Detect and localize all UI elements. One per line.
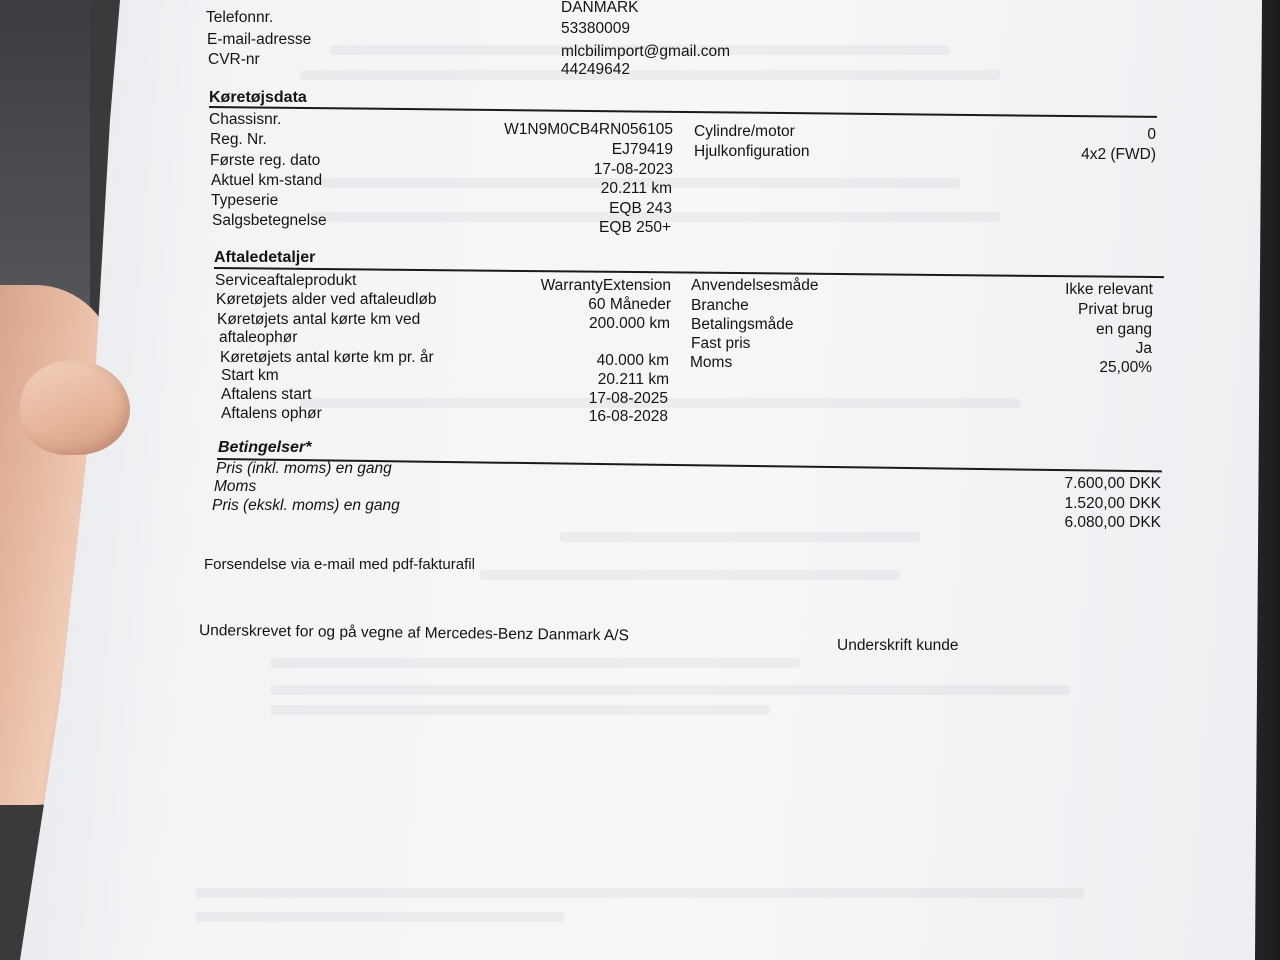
agreement-right-label: Moms [690, 354, 733, 371]
conditions-label: Pris (inkl. moms) en gang [216, 460, 392, 477]
vehicle-right-label: Hjulkonfiguration [694, 143, 810, 160]
agreement-label: Serviceaftaleprodukt [215, 272, 357, 289]
show-through-line [560, 532, 920, 542]
agreement-value: 17-08-2025 [588, 390, 668, 407]
agreement-value: 40.000 km [596, 352, 669, 369]
phone-label: Telefonnr. [206, 9, 274, 26]
agreement-label: Aftalens ophør [221, 405, 322, 422]
agreement-value: 60 Måneder [588, 296, 671, 313]
vehicle-divider [209, 106, 1157, 118]
agreement-label: Køretøjets alder ved aftaleudløb [216, 291, 437, 308]
agreement-right-value: en gang [1095, 321, 1152, 338]
signed-by-text: Underskrevet for og på vegne af Mercedes-Benz Danmark A/S [198, 622, 629, 645]
show-through-line [270, 685, 1070, 695]
conditions-value: 7.600,00 DKK [1064, 475, 1161, 492]
vehicle-label: Reg. Nr. [210, 131, 267, 148]
agreement-value: WarrantyExtension [540, 277, 671, 294]
show-through-line [195, 912, 565, 922]
conditions-heading: Betingelser* [218, 439, 312, 456]
vehicle-label: Aktuel km-stand [211, 172, 323, 189]
agreement-divider [214, 267, 1164, 278]
agreement-label: Aftalens start [221, 386, 312, 403]
cvr-value: 44249642 [561, 61, 630, 78]
agreement-label: Køretøjets antal kørte km pr. år [220, 349, 434, 366]
agreement-right-label: Fast pris [691, 335, 751, 352]
delivery-note: Forsendelse via e-mail med pdf-fakturafil [204, 556, 475, 573]
show-through-line [195, 888, 1085, 898]
vehicle-value: 17-08-2023 [593, 161, 673, 178]
agreement-right-label: Betalingsmåde [691, 316, 794, 333]
agreement-right-label: Branche [691, 297, 749, 314]
agreement-right-label: Anvendelsesmåde [691, 277, 819, 294]
show-through-line [270, 705, 770, 715]
conditions-label: Pris (ekskl. moms) en gang [212, 497, 400, 514]
vehicle-heading: Køretøjsdata [209, 89, 307, 106]
agreement-label: Køretøjets antal kørte km ved [217, 311, 421, 328]
email-label: E-mail-adresse [207, 31, 312, 48]
vehicle-right-value: 4x2 (FWD) [1081, 146, 1156, 163]
agreement-right-value: Privat brug [1078, 301, 1153, 318]
vehicle-value: EQB 250+ [599, 219, 671, 236]
vehicle-value: W1N9M0CB4RN056105 [504, 121, 673, 138]
agreement-right-value: Ja [1135, 340, 1152, 357]
vehicle-label: Salgsbetegnelse [212, 212, 327, 229]
agreement-right-value: 25,00% [1099, 359, 1152, 376]
agreement-value: 200.000 km [589, 315, 670, 332]
show-through-line [480, 570, 900, 580]
show-through-line [270, 658, 800, 668]
vehicle-right-value: 0 [1147, 126, 1156, 143]
vehicle-value: EJ79419 [611, 141, 673, 158]
agreement-label: aftaleophør [219, 329, 298, 346]
vehicle-label: Første reg. dato [210, 152, 321, 169]
agreement-label: Start km [221, 367, 279, 384]
country-value: DANMARK [561, 0, 639, 16]
cvr-label: CVR-nr [208, 51, 260, 68]
agreement-right-value: Ikke relevant [1065, 281, 1153, 298]
customer-signature-label: Underskrift kunde [837, 637, 959, 654]
agreement-value: 20.211 km [597, 371, 669, 388]
agreement-heading: Aftaledetaljer [214, 249, 316, 266]
conditions-value: 6.080,00 DKK [1064, 514, 1161, 531]
conditions-value: 1.520,00 DKK [1064, 495, 1161, 512]
conditions-label: Moms [214, 478, 257, 495]
vehicle-label: Chassisnr. [209, 111, 282, 128]
vehicle-value: EQB 243 [609, 200, 672, 217]
vehicle-value: 20.211 km [600, 180, 672, 197]
vehicle-right-label: Cylindre/motor [694, 123, 795, 140]
agreement-value: 16-08-2028 [588, 408, 668, 425]
email-value: mlcbilimport@gmail.com [561, 43, 731, 60]
phone-value: 53380009 [561, 20, 630, 37]
show-through-line [300, 70, 1000, 80]
vehicle-label: Typeserie [211, 192, 279, 209]
